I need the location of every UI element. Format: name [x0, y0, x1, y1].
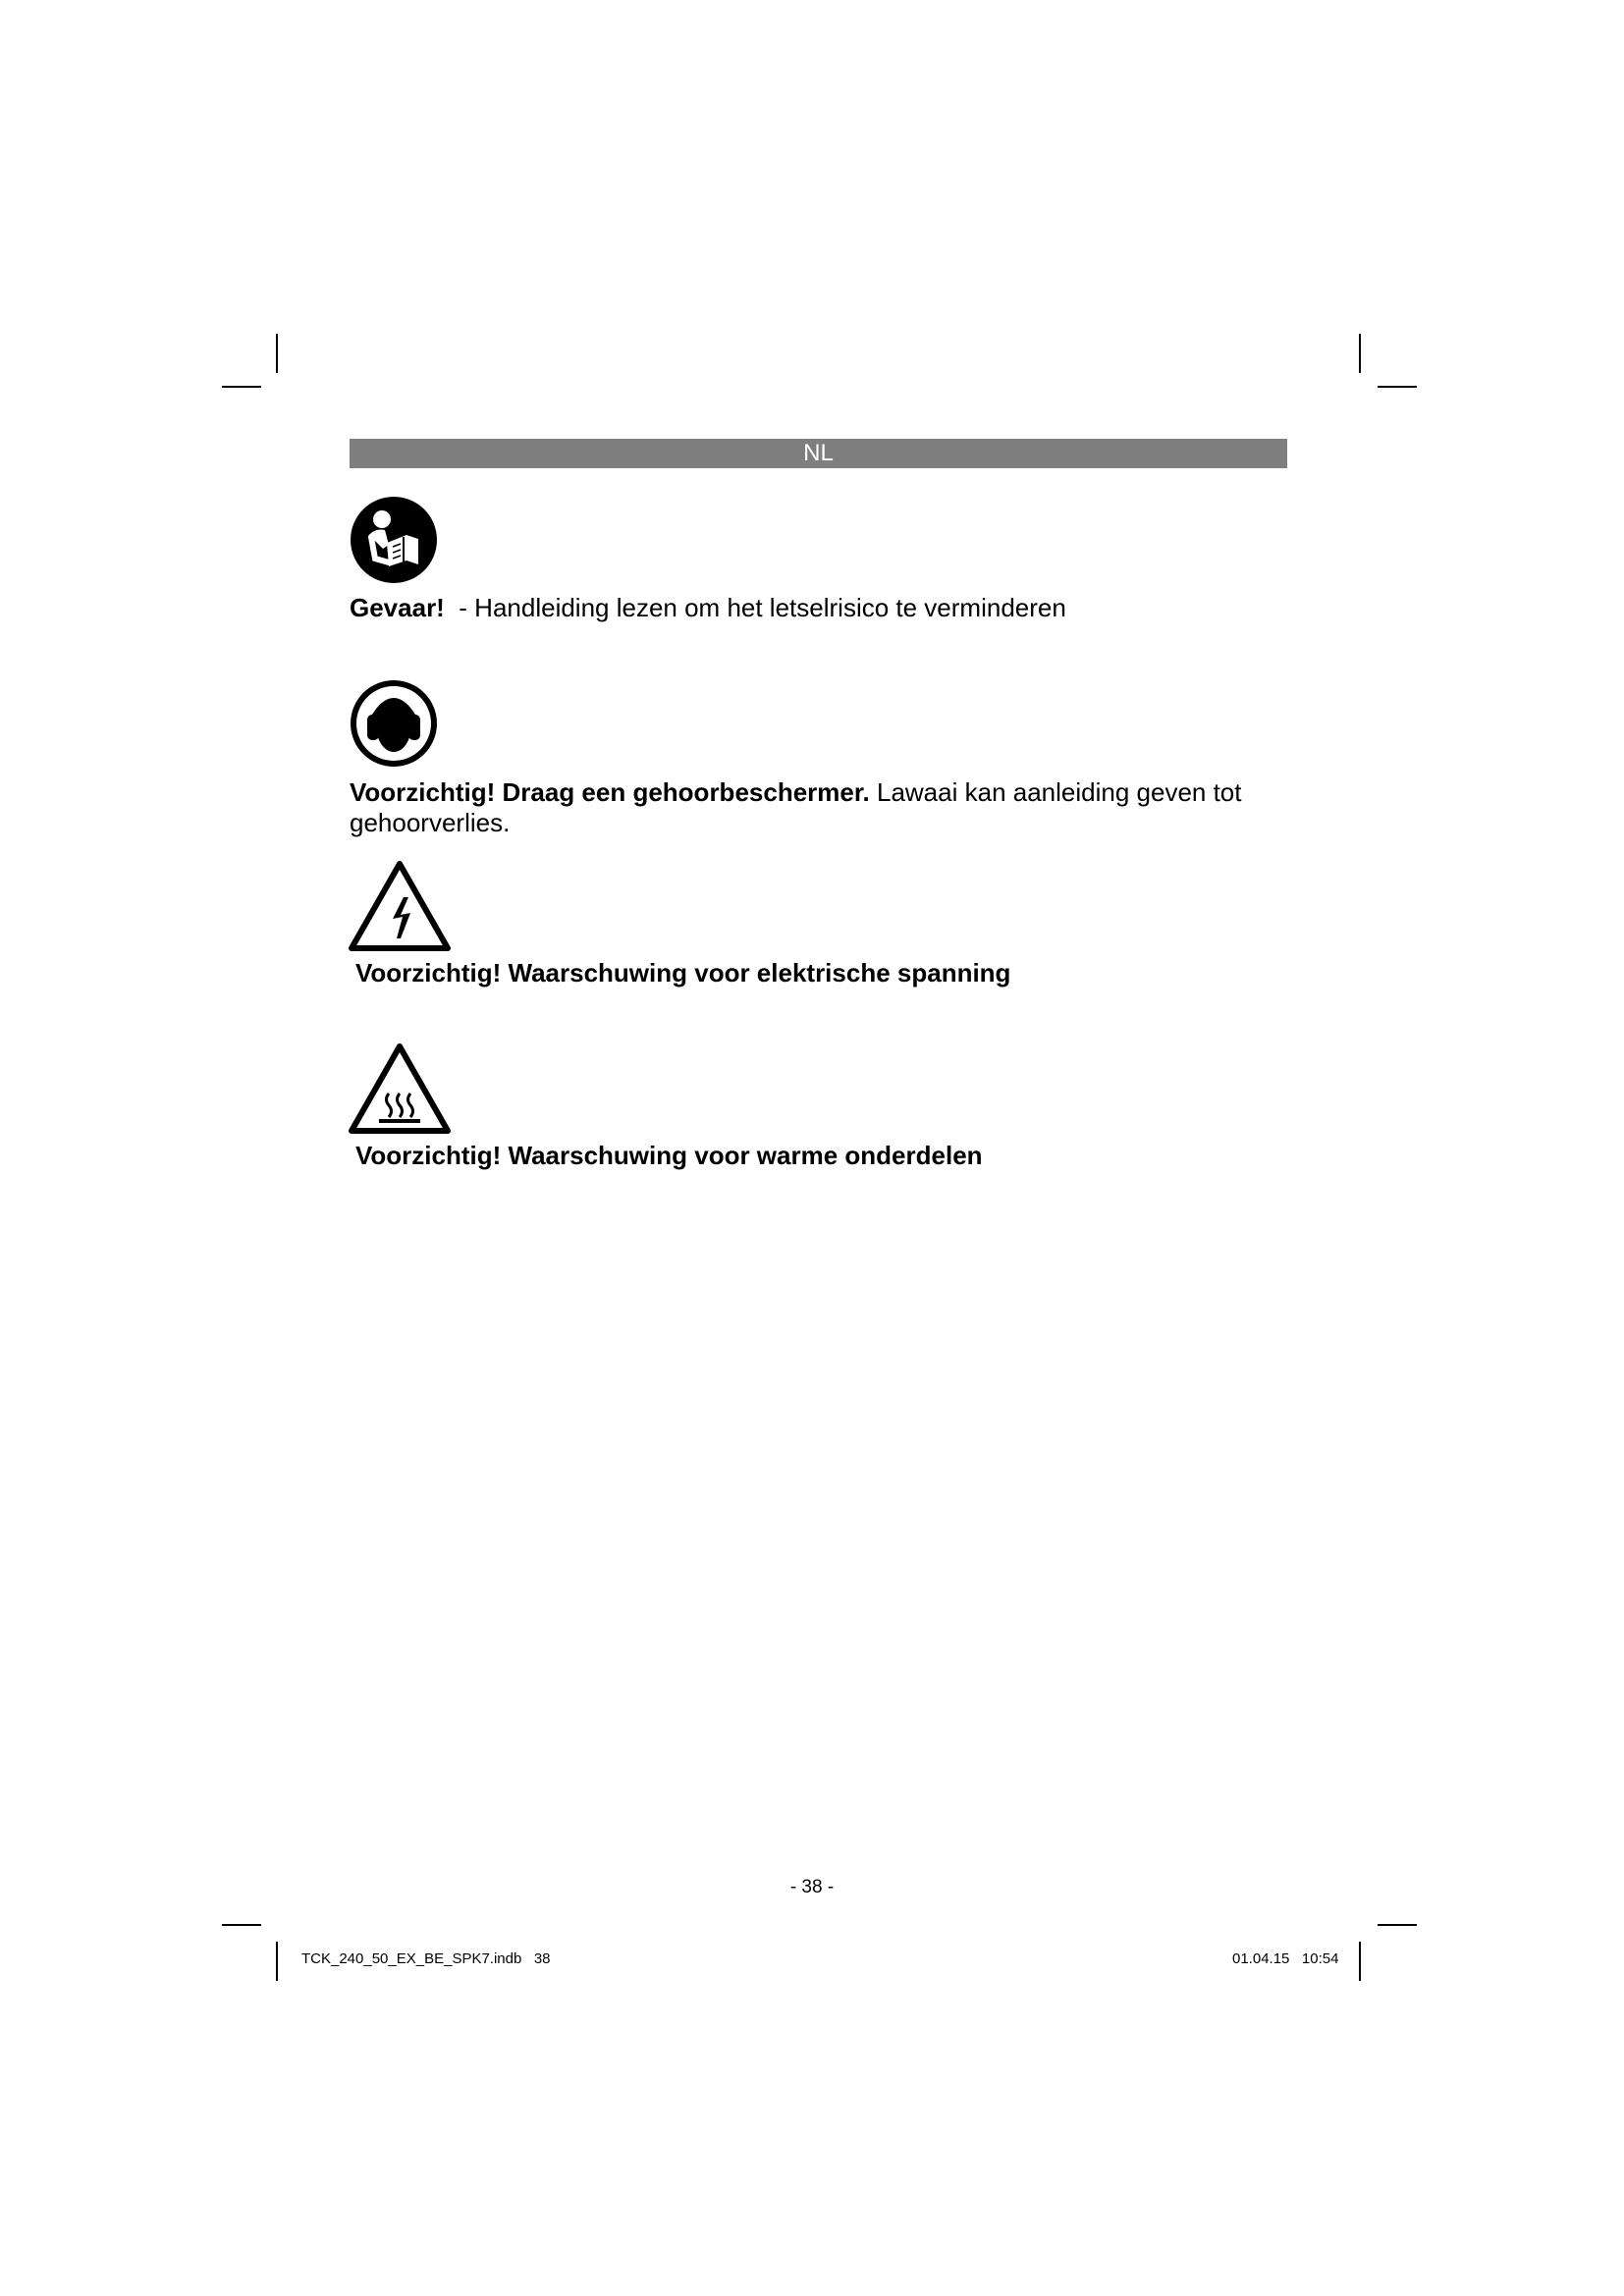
crop-mark [276, 334, 278, 373]
page-number: - 38 - [789, 1877, 835, 1897]
language-bar: NL [350, 439, 1287, 468]
hot-surface-warning-icon [348, 1042, 452, 1135]
warning-title: Gevaar! [350, 593, 445, 622]
warning-text-read-manual [350, 593, 1287, 623]
warning-title: Voorzichtig! Waarschuwing voor elektrische spanning [355, 958, 1011, 988]
ear-protection-icon [350, 679, 438, 768]
warning-body: Lawaai kan aanleiding geven tot gehoorverlies. [350, 777, 1242, 837]
crop-mark [276, 1942, 278, 1981]
warning-text-ear-protection [350, 777, 1287, 838]
read-manual-icon [350, 496, 438, 584]
warning-text-hot-surface [355, 1141, 1293, 1171]
crop-mark [222, 386, 261, 388]
crop-mark [1378, 1924, 1417, 1926]
electric-shock-warning-icon [348, 860, 452, 952]
crop-mark [222, 1924, 261, 1926]
warning-title: Voorzichtig! Draag een gehoorbeschermer. [350, 777, 870, 807]
warning-text-electric [355, 958, 1293, 988]
warning-body: - Handleiding lezen om het letselrisico te verminderen [444, 593, 1066, 622]
print-timestamp: 01.04.15 10:54 [1232, 1950, 1339, 1967]
file-info: TCK_240_50_EX_BE_SPK7.indb 38 [301, 1950, 551, 1967]
warning-title: Voorzichtig! Waarschuwing voor warme onderdelen [355, 1141, 983, 1170]
crop-mark [1359, 1942, 1361, 1981]
crop-mark [1378, 386, 1417, 388]
crop-mark [1359, 334, 1361, 373]
